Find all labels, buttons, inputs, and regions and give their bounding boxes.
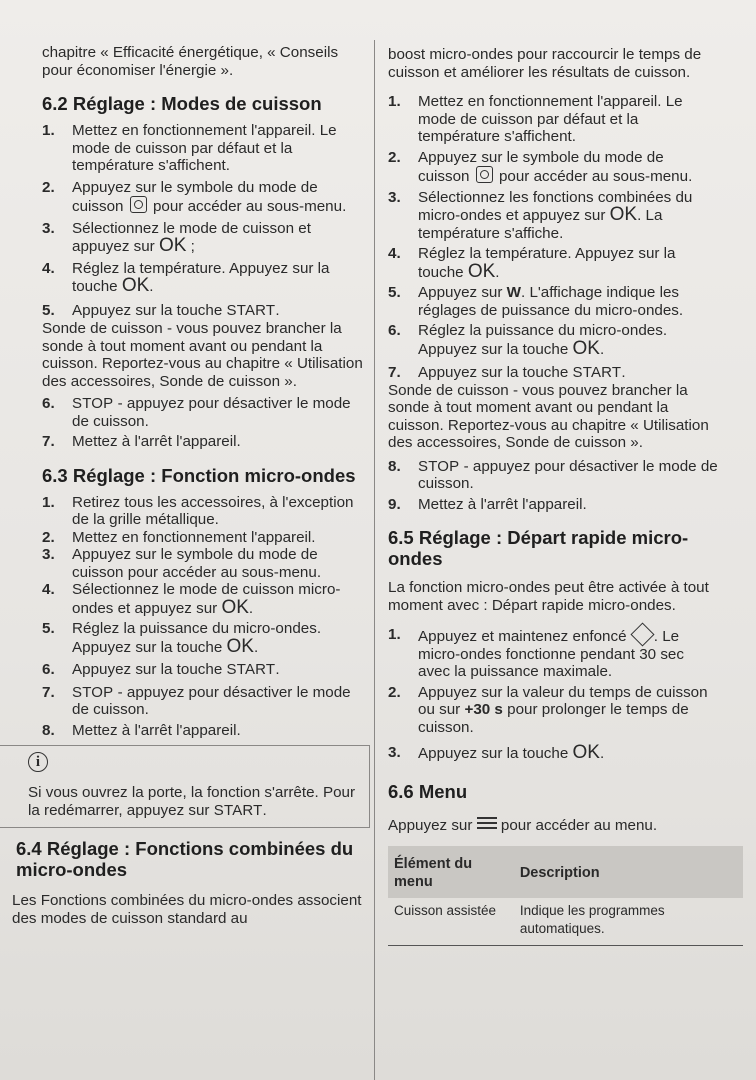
table-header: Élément du menu <box>388 846 514 898</box>
step-6-4-6: 6. Réglez la puissance du micro-ondes. Appuyez sur la touche OK. <box>388 322 668 359</box>
step-6-3-8: 8. Mettez à l'arrêt l'appareil. <box>42 721 241 739</box>
step-6-4-2: 2. Appuyez sur le symbole du mode de cuisson pour accéder au sous-menu. <box>388 148 693 185</box>
step-6-3-1: 1. Retirez tous les accessoires, à l'exception de la grille métallique. <box>42 493 354 528</box>
step-6-4-3: 3. Sélectionnez les fonctions combinées du micro-ondes et appuyez sur OK. La température s'affiche. <box>388 188 693 242</box>
step-6-5-2: 2. Appuyez sur la valeur du temps de cuisson ou sur +30 s pour prolonger le temps de cuisson. <box>388 683 708 736</box>
steps-6-4 <box>388 93 718 513</box>
cooking-mode-icon <box>130 196 147 213</box>
step-6-4-8: 8. STOP - appuyez pour désactiver le mode de cuisson. <box>388 457 718 492</box>
menu-table <box>388 846 743 946</box>
heading-6-6: 6.6 Menu <box>388 780 468 802</box>
step-6-2-5: 5. Appuyez sur la touche START. <box>42 301 280 319</box>
step-6-2-6: 6. STOP - appuyez pour désactiver le mode de cuisson. <box>42 395 351 430</box>
text-6-5: La fonction micro-ondes peut être activée à tout moment avec : Départ rapide micro-ondes. <box>388 579 709 614</box>
info-note <box>0 745 370 828</box>
step-6-3-4: 4. Sélectionnez le mode de cuisson micro-ondes et appuyez sur OK. <box>42 581 341 618</box>
step-6-3-7: 7. STOP - appuyez pour désactiver le mode de cuisson. <box>42 683 351 718</box>
probe-note-right: Sonde de cuisson - vous pouvez brancher la sonde à tout moment avant ou pendant la cuisson. Reportez-vous au chapitre « Utilisation des accessoires, Sonde de cuisson ». <box>388 381 709 451</box>
info-icon: i <box>28 752 48 772</box>
heading-6-4: 6.4 Réglage : Fonctions combinées du micro-ondes <box>16 838 354 880</box>
right-column <box>388 46 718 946</box>
probe-note-left: Sonde de cuisson - vous pouvez brancher la sonde à tout moment avant ou pendant la cuisson. Reportez-vous au chapitre « Utilisation des accessoires, Sonde de cuisson ». <box>42 320 363 390</box>
step-6-2-3: 3. Sélectionnez le mode de cuisson et appuyez sur OK ; <box>42 219 311 256</box>
menu-icon <box>477 814 497 832</box>
step-6-2-4: 4. Réglez la température. Appuyez sur la touche OK. <box>42 259 330 296</box>
info-note-text: Si vous ouvrez la porte, la fonction s'arrête. Pour la redémarrer, appuyez sur START. <box>28 784 356 819</box>
heading-6-5: 6.5 Réglage : Départ rapide micro-ondes <box>388 527 689 569</box>
text-6-6: Appuyez sur pour accéder au menu. <box>388 814 718 835</box>
right-intro: boost micro-ondes pour raccourcir le temps de cuisson et améliorer les résultats de cuisson. <box>388 46 702 81</box>
left-intro: chapitre « Efficacité énergétique, « Conseils pour économiser l'énergie ». <box>42 44 339 79</box>
heading-6-3: 6.3 Réglage : Fonction micro-ondes <box>42 464 356 486</box>
quick-start-icon <box>630 622 654 646</box>
step-6-2-1: 1. Mettez en fonctionnement l'appareil. Le mode de cuisson par défaut et la température s'affichent. <box>42 122 337 174</box>
steps-6-5 <box>388 626 718 763</box>
step-6-4-4: 4. Réglez la température. Appuyez sur la touche OK. <box>388 245 676 282</box>
heading-6-2: 6.2 Réglage : Modes de cuisson <box>42 93 322 114</box>
step-6-3-5: 5. Réglez la puissance du micro-ondes. Appuyez sur la touche OK. <box>42 620 322 657</box>
step-6-3-6: 6. Appuyez sur la touche START. <box>42 661 280 678</box>
column-divider <box>374 40 375 1080</box>
steps-6-2 <box>42 122 370 451</box>
step-6-4-1: 1. Mettez en fonctionnement l'appareil. Le mode de cuisson par défaut et la température s'affichent. <box>388 93 683 145</box>
table-header-row <box>388 846 743 898</box>
step-6-4-7: 7. Appuyez sur la touche START. <box>388 364 626 381</box>
step-6-2-2: 2. Appuyez sur le symbole du mode de cuisson pour accéder au sous-menu. <box>42 178 347 215</box>
step-6-3-2: 2. Mettez en fonctionnement l'appareil. <box>42 528 316 546</box>
step-6-5-1: 1. Appuyez et maintenez enfoncé . Le micro-ondes fonctionne pendant 30 sec avec la puissance maximale. <box>388 626 718 681</box>
table-row <box>388 898 743 946</box>
table-cell: Indique les programmes automatiques. <box>514 898 743 946</box>
left-column <box>12 44 370 927</box>
step-6-4-5: 5. Appuyez sur W. L'affichage indique les réglages de puissance du micro-ondes. <box>388 284 684 319</box>
step-6-5-3: 3. Appuyez sur la touche OK. <box>388 742 605 763</box>
table-cell: Cuisson assistée <box>388 898 514 946</box>
text-6-4: Les Fonctions combinées du micro-ondes associent des modes de cuisson standard au <box>12 892 362 927</box>
cooking-mode-icon <box>476 166 493 183</box>
table-header: Description <box>514 846 743 898</box>
step-6-3-3: 3. Appuyez sur le symbole du mode de cuisson pour accéder au sous-menu. <box>42 546 322 581</box>
steps-6-3 <box>42 494 370 740</box>
step-6-2-7: 7. Mettez à l'arrêt l'appareil. <box>42 433 241 450</box>
step-6-4-9: 9. Mettez à l'arrêt l'appareil. <box>388 495 587 513</box>
